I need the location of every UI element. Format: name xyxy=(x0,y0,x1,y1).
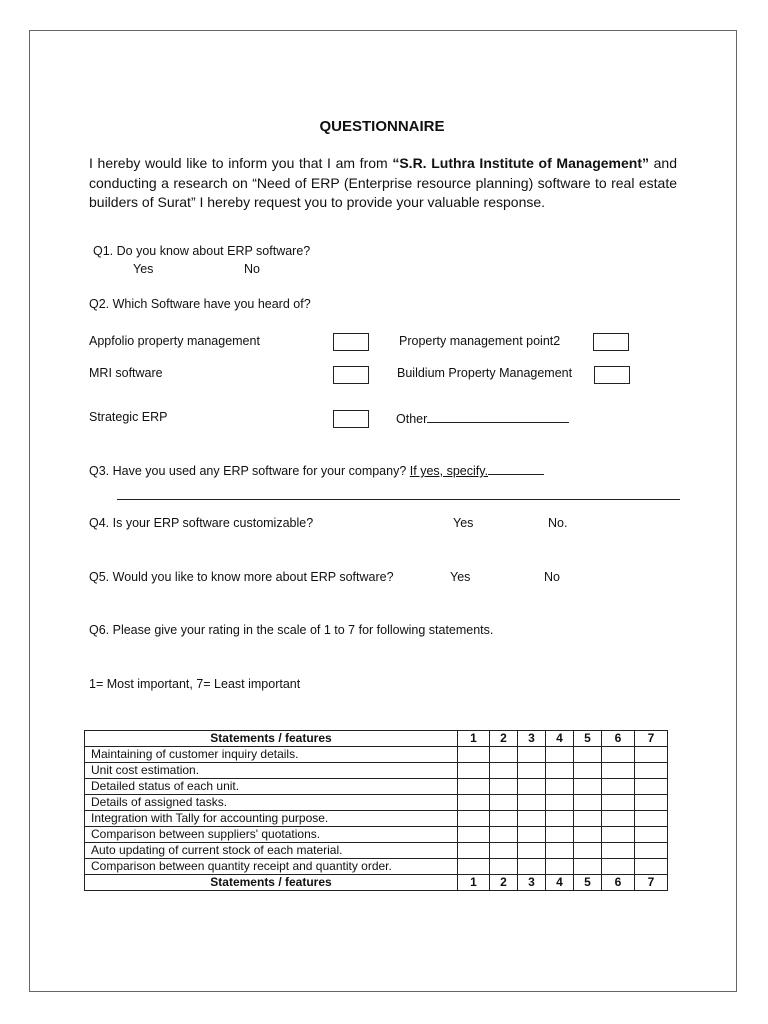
rating-cell[interactable] xyxy=(574,843,602,859)
scale-header-cell: 5 xyxy=(574,731,602,747)
table-footer-label: Statements / features xyxy=(85,875,458,891)
scale-footer-cell: 1 xyxy=(458,875,490,891)
other-fill-line[interactable] xyxy=(427,410,569,423)
rating-cell[interactable] xyxy=(458,859,490,875)
intro-text-part2: and conducting a research on “Need of ERP (Enterprise resource planning) software to real estate builders of Surat” I hereby request you to provide your valuable response. xyxy=(89,155,677,210)
rating-cell[interactable] xyxy=(574,747,602,763)
rating-cell[interactable] xyxy=(635,811,668,827)
option-appfolio-checkbox[interactable] xyxy=(333,333,369,351)
rating-cell[interactable] xyxy=(546,827,574,843)
q6-question: Q6. Please give your rating in the scale of 1 to 7 for following statements. xyxy=(89,623,494,637)
rating-cell[interactable] xyxy=(518,795,546,811)
statement-label: Auto updating of current stock of each material. xyxy=(85,843,458,859)
rating-cell[interactable] xyxy=(602,795,635,811)
q4-question: Q4. Is your ERP software customizable? xyxy=(89,516,314,530)
rating-cell[interactable] xyxy=(458,795,490,811)
rating-cell[interactable] xyxy=(490,827,518,843)
table-row xyxy=(85,779,668,795)
rating-cell[interactable] xyxy=(518,747,546,763)
rating-cell[interactable] xyxy=(518,859,546,875)
rating-cell[interactable] xyxy=(546,795,574,811)
intro-paragraph xyxy=(89,154,677,213)
rating-cell[interactable] xyxy=(458,763,490,779)
option-strategic-erp-label: Strategic ERP xyxy=(89,410,168,424)
table-row xyxy=(85,843,668,859)
q5-no-option[interactable]: No xyxy=(544,570,560,584)
scale-header-cell: 6 xyxy=(602,731,635,747)
rating-cell[interactable] xyxy=(490,779,518,795)
rating-cell[interactable] xyxy=(458,827,490,843)
q2-question: Q2. Which Software have you heard of? xyxy=(89,297,311,311)
scale-footer-cell: 7 xyxy=(635,875,668,891)
q4-no-option[interactable]: No. xyxy=(548,516,568,530)
option-point2-label: Property management point2 xyxy=(399,334,561,348)
rating-cell[interactable] xyxy=(635,747,668,763)
q4-yes-option[interactable]: Yes xyxy=(453,516,474,530)
table-row xyxy=(85,811,668,827)
option-other-field[interactable] xyxy=(396,410,569,426)
rating-cell[interactable] xyxy=(546,747,574,763)
q5-yes-option[interactable]: Yes xyxy=(450,570,471,584)
rating-cell[interactable] xyxy=(490,859,518,875)
option-buildium-checkbox[interactable] xyxy=(594,366,630,384)
statement-label: Comparison between suppliers' quotations. xyxy=(85,827,458,843)
rating-cell[interactable] xyxy=(635,779,668,795)
statement-label: Maintaining of customer inquiry details. xyxy=(85,747,458,763)
rating-table xyxy=(84,730,668,891)
q5-question: Q5. Would you like to know more about ERP software? xyxy=(89,570,394,584)
rating-cell[interactable] xyxy=(602,763,635,779)
table-row xyxy=(85,747,668,763)
scale-header-cell: 7 xyxy=(635,731,668,747)
rating-cell[interactable] xyxy=(602,859,635,875)
scale-footer-cell: 3 xyxy=(518,875,546,891)
rating-cell[interactable] xyxy=(635,843,668,859)
rating-cell[interactable] xyxy=(490,763,518,779)
rating-cell[interactable] xyxy=(518,779,546,795)
q1-no-option[interactable]: No xyxy=(244,262,260,276)
rating-cell[interactable] xyxy=(574,795,602,811)
rating-cell[interactable] xyxy=(574,827,602,843)
table-header-row xyxy=(85,731,668,747)
q1-yes-option[interactable]: Yes xyxy=(133,262,154,276)
statement-label: Comparison between quantity receipt and quantity order. xyxy=(85,859,458,875)
rating-cell[interactable] xyxy=(635,859,668,875)
option-other-label: Other xyxy=(396,412,428,426)
option-mri-label: MRI software xyxy=(89,366,163,380)
page-title: QUESTIONNAIRE xyxy=(319,118,445,135)
option-appfolio-label: Appfolio property management xyxy=(89,334,260,348)
scale-footer-cell: 2 xyxy=(490,875,518,891)
table-row xyxy=(85,827,668,843)
rating-cell[interactable] xyxy=(602,811,635,827)
scale-header-cell: 3 xyxy=(518,731,546,747)
rating-cell[interactable] xyxy=(546,763,574,779)
rating-cell[interactable] xyxy=(574,859,602,875)
rating-cell[interactable] xyxy=(602,779,635,795)
q3-question: Q3. Have you used any ERP software for your company? xyxy=(89,464,407,478)
scale-header-cell: 4 xyxy=(546,731,574,747)
scale-footer-cell: 6 xyxy=(602,875,635,891)
table-row xyxy=(85,795,668,811)
rating-cell[interactable] xyxy=(490,747,518,763)
table-row xyxy=(85,859,668,875)
rating-cell[interactable] xyxy=(518,811,546,827)
rating-cell[interactable] xyxy=(518,763,546,779)
q3-question-row xyxy=(89,462,544,478)
statement-label: Details of assigned tasks. xyxy=(85,795,458,811)
option-mri-checkbox[interactable] xyxy=(333,366,369,384)
q1-question: Q1. Do you know about ERP software? xyxy=(93,244,311,258)
rating-cell[interactable] xyxy=(546,859,574,875)
rating-cell[interactable] xyxy=(490,811,518,827)
statement-label: Detailed status of each unit. xyxy=(85,779,458,795)
option-point2-checkbox[interactable] xyxy=(593,333,629,351)
scale-header-cell: 2 xyxy=(490,731,518,747)
rating-cell[interactable] xyxy=(490,843,518,859)
option-buildium-label: Buildium Property Management xyxy=(397,366,573,380)
rating-cell[interactable] xyxy=(490,795,518,811)
rating-cell[interactable] xyxy=(635,763,668,779)
rating-cell[interactable] xyxy=(602,843,635,859)
scale-header-cell: 1 xyxy=(458,731,490,747)
rating-cell[interactable] xyxy=(546,843,574,859)
option-strategic-erp-checkbox[interactable] xyxy=(333,410,369,428)
rating-cell[interactable] xyxy=(574,811,602,827)
q3-specify-line[interactable] xyxy=(488,462,544,475)
rating-cell[interactable] xyxy=(574,779,602,795)
rating-cell[interactable] xyxy=(546,779,574,795)
institute-name: “S.R. Luthra Institute of Management” xyxy=(392,155,649,171)
table-header-label: Statements / features xyxy=(85,731,458,747)
scale-footer-cell: 4 xyxy=(546,875,574,891)
rating-cell[interactable] xyxy=(574,763,602,779)
table-footer-row xyxy=(85,875,668,891)
table-row xyxy=(85,763,668,779)
intro-text-part1: I hereby would like to inform you that I am from xyxy=(89,155,393,171)
scale-footer-cell: 5 xyxy=(574,875,602,891)
q3-answer-line[interactable] xyxy=(117,499,680,500)
rating-cell[interactable] xyxy=(635,827,668,843)
statement-label: Integration with Tally for accounting purpose. xyxy=(85,811,458,827)
rating-cell[interactable] xyxy=(458,811,490,827)
rating-cell[interactable] xyxy=(602,827,635,843)
rating-cell[interactable] xyxy=(458,843,490,859)
rating-cell[interactable] xyxy=(518,843,546,859)
rating-cell[interactable] xyxy=(635,795,668,811)
rating-cell[interactable] xyxy=(458,779,490,795)
rating-cell[interactable] xyxy=(518,827,546,843)
statement-label: Unit cost estimation. xyxy=(85,763,458,779)
rating-cell[interactable] xyxy=(458,747,490,763)
q3-specify-label: If yes, specify. xyxy=(409,464,489,478)
rating-cell[interactable] xyxy=(602,747,635,763)
scale-note: 1= Most important, 7= Least important xyxy=(89,677,301,691)
rating-cell[interactable] xyxy=(546,811,574,827)
